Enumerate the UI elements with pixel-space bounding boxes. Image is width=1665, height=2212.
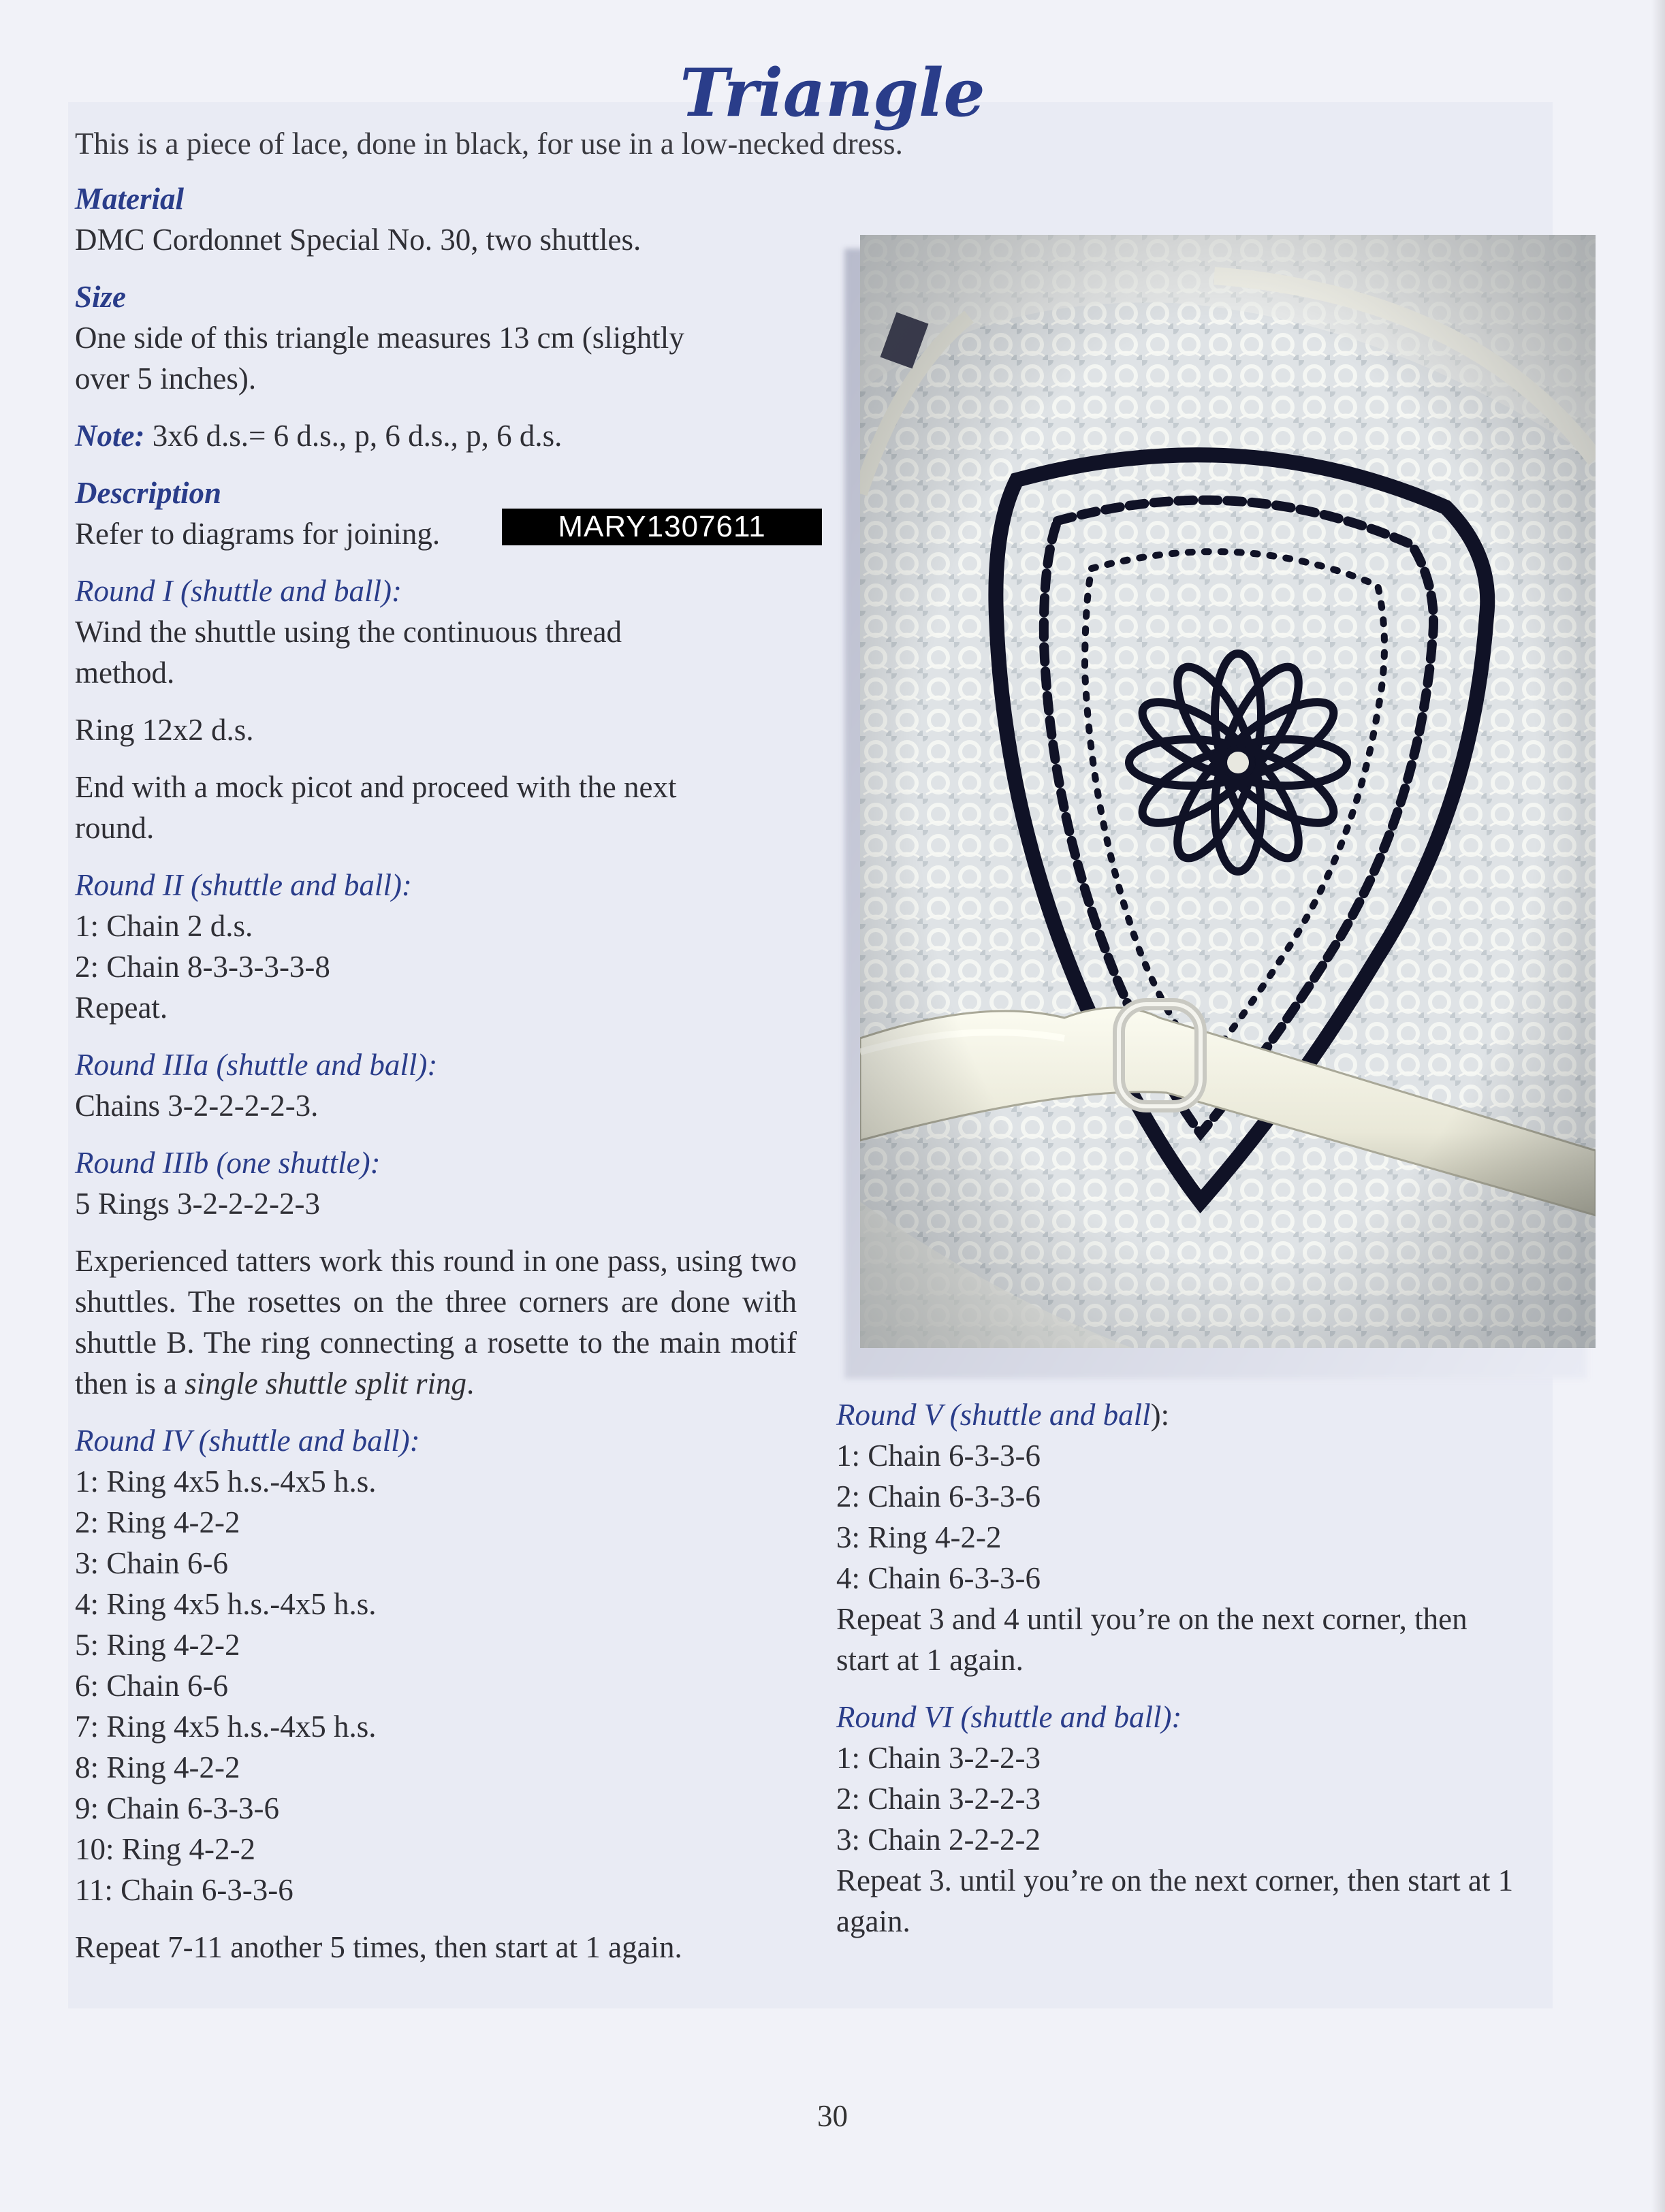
- experienced-end: .: [466, 1366, 475, 1400]
- round4-line: 2: Ring 4-2-2: [75, 1505, 240, 1539]
- round4-heading: Round IV (shuttle and ball):: [75, 1424, 420, 1458]
- round3a-line: Chains 3-2-2-2-2-3.: [75, 1089, 319, 1123]
- round2-line: 1: Chain 2 d.s.: [75, 909, 253, 943]
- round3a-section: [75, 1044, 797, 1126]
- size-heading: Size: [75, 280, 127, 314]
- note-label: Note:: [75, 419, 145, 453]
- round2-section: [75, 865, 797, 1028]
- material-heading: Material: [75, 182, 185, 216]
- round6-line: 1: Chain 3-2-2-3: [836, 1741, 1041, 1775]
- round1-end-line: round.: [75, 811, 155, 845]
- round5-line: 3: Ring 4-2-2: [836, 1520, 1002, 1554]
- round5-line: 2: Chain 6-3-3-6: [836, 1479, 1041, 1513]
- round6-line: 2: Chain 3-2-2-3: [836, 1782, 1041, 1816]
- round5-section: [836, 1394, 1592, 1680]
- round4-line: 4: Ring 4x5 h.s.-4x5 h.s.: [75, 1587, 377, 1621]
- round4-line: 6: Chain 6-6: [75, 1669, 228, 1703]
- note-text: 3x6 d.s.= 6 d.s., p, 6 d.s., p, 6 d.s.: [144, 419, 562, 453]
- size-line: One side of this triangle measures 13 cm (slightly: [75, 321, 684, 355]
- round4-line: 7: Ring 4x5 h.s.-4x5 h.s.: [75, 1710, 377, 1744]
- round2-line: 2: Chain 8-3-3-3-3-8: [75, 950, 330, 984]
- round2-heading: Round II (shuttle and ball):: [75, 868, 412, 902]
- round4-line: 3: Chain 6-6: [75, 1546, 228, 1580]
- round6-heading: Round VI (shuttle and ball):: [836, 1700, 1182, 1734]
- round1-heading: Round I (shuttle and ball):: [75, 574, 402, 608]
- round5-heading: Round V (shuttle and ball: [836, 1398, 1151, 1432]
- description-text: Refer to diagrams for joining.: [75, 517, 441, 551]
- round1-ring: Ring 12x2 d.s.: [75, 713, 254, 747]
- round6-section: [836, 1697, 1592, 1942]
- round6-repeat-line: again.: [836, 1904, 910, 1938]
- round2-line: Repeat.: [75, 991, 168, 1025]
- round3a-heading: Round IIIa (shuttle and ball):: [75, 1048, 438, 1082]
- round5-repeat-line: start at 1 again.: [836, 1643, 1024, 1677]
- page-binding-edge: [1651, 0, 1665, 2212]
- right-column: [836, 1394, 1592, 1958]
- round1-line: Wind the shuttle using the continuous thread: [75, 615, 622, 649]
- round5-line: 1: Chain 6-3-3-6: [836, 1439, 1041, 1473]
- round3b-line: 5 Rings 3-2-2-2-2-3: [75, 1187, 320, 1221]
- lace-photo: [860, 235, 1596, 1348]
- experienced-italic: single shuttle split ring: [185, 1366, 466, 1400]
- round4-line: 11: Chain 6-3-3-6: [75, 1873, 294, 1907]
- size-section: [75, 276, 797, 399]
- round4-line: 10: Ring 4-2-2: [75, 1832, 255, 1866]
- note-section: [75, 415, 797, 456]
- experienced-paragraph: [75, 1240, 797, 1404]
- intro-text: This is a piece of lace, done in black, for use in a low-necked dress.: [75, 127, 903, 161]
- round3b-heading: Round IIIb (one shuttle):: [75, 1146, 381, 1180]
- round5-repeat-line: Repeat 3 and 4 until you’re on the next corner, then: [836, 1602, 1468, 1636]
- round3b-section: [75, 1142, 797, 1224]
- material-text: DMC Cordonnet Special No. 30, two shuttles.: [75, 223, 641, 257]
- round6-repeat-line: Repeat 3. until you’re on the next corner, then start at 1: [836, 1863, 1514, 1897]
- round4-line: 8: Ring 4-2-2: [75, 1750, 240, 1784]
- round4-line: 9: Chain 6-3-3-6: [75, 1791, 279, 1825]
- round4-repeat: Repeat 7-11 another 5 times, then start at 1 again.: [75, 1930, 682, 1964]
- page-title: Triangle: [680, 54, 985, 131]
- round4-line: 1: Ring 4x5 h.s.-4x5 h.s.: [75, 1464, 377, 1498]
- description-heading: Description: [75, 476, 222, 510]
- experienced-text: Experienced tatters work this round in one pass, using two shuttles. The rosettes on the three corners are done with shuttle B. The ring connecting a rosette to the main motif then is a: [75, 1244, 797, 1400]
- round4-line: 5: Ring 4-2-2: [75, 1628, 240, 1662]
- size-line: over 5 inches).: [75, 362, 257, 396]
- round5-line: 4: Chain 6-3-3-6: [836, 1561, 1041, 1595]
- round1-end: [75, 767, 797, 848]
- round5-heading-end: ):: [1150, 1398, 1170, 1432]
- page-number: 30: [817, 2099, 848, 2133]
- watermark-id: MARY1307611: [502, 509, 822, 545]
- material-section: [75, 178, 797, 260]
- round4-section: [75, 1420, 797, 1910]
- left-column: [75, 178, 797, 1984]
- round1-line: method.: [75, 656, 175, 690]
- round5-heading-line: [836, 1394, 1592, 1435]
- round1-section: [75, 571, 797, 693]
- round1-end-line: End with a mock picot and proceed with the next: [75, 770, 677, 804]
- round6-line: 3: Chain 2-2-2-2: [836, 1823, 1041, 1857]
